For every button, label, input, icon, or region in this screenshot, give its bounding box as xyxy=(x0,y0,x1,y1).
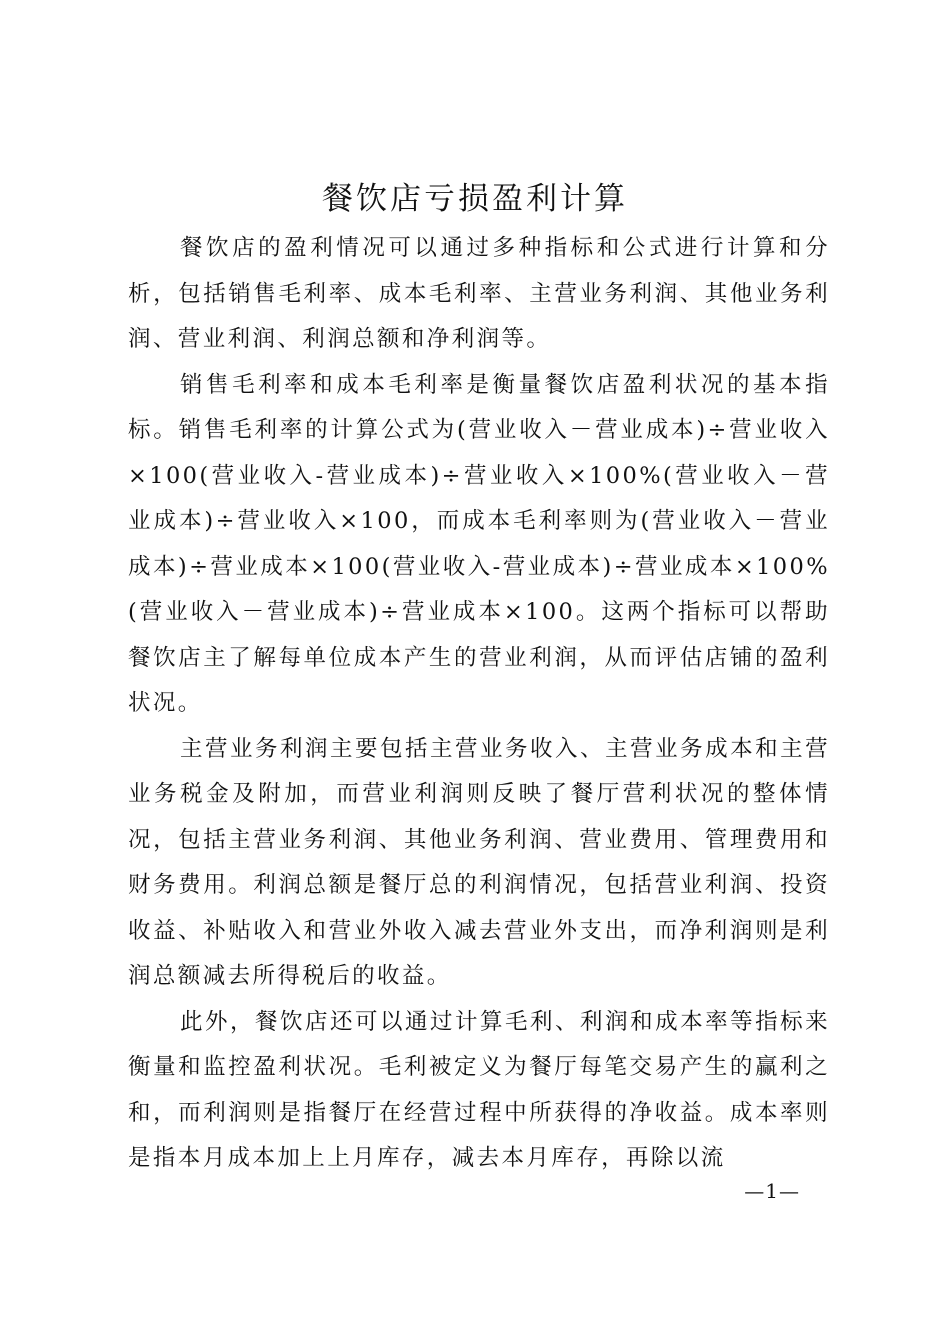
page-number: —1— xyxy=(744,1179,800,1203)
paragraph-cost-rate: 此外，餐饮店还可以通过计算毛利、利润和成本率等指标来衡量和监控盈利状况。毛利被定义为餐厅每笔交易产生的赢利之和，而利润则是指餐厅在经营过程中所获得的净收益。成本率则是指本月成本加上上月库存，减去本月库存，再除以流 xyxy=(128,1008,830,1171)
document-title: 餐饮店亏损盈利计算 xyxy=(322,181,628,217)
paragraph-operating-profit: 主营业务利润主要包括主营业务收入、主营业务成本和主营业务税金及附加，而营业利润则反映了餐厅营利状况的整体情况，包括主营业务利润、其他业务利润、营业费用、管理费用和财务费用。利润总额是餐厅总的利润情况，包括营业利润、投资收益、补贴收入和营业外收入减去营业外支出，而净利润则是利润总额减去所得税后的收益。 xyxy=(128,735,830,989)
paragraph-intro: 餐饮店的盈利情况可以通过多种指标和公式进行计算和分析，包括销售毛利率、成本毛利率、主营业务利润、其他业务利润、营业利润、利润总额和净利润等。 xyxy=(128,235,830,352)
document-body xyxy=(128,226,830,1182)
paragraph-gross-margin: 销售毛利率和成本毛利率是衡量餐饮店盈利状况的基本指标。销售毛利率的计算公式为(营业收入－营业成本)÷营业收入×100(营业收入-营业成本)÷营业收入×100%(营业收入－营业成本)÷营业收入×100，而成本毛利率则为(营业收入－营业成本)÷营业成本×100(营业收入-营业成本)÷营业成本×100%(营业收入－营业成本)÷营业成本×100。这两个指标可以帮助餐饮店主了解每单位成本产生的营业利润，从而评估店铺的盈利状况。 xyxy=(128,371,830,716)
